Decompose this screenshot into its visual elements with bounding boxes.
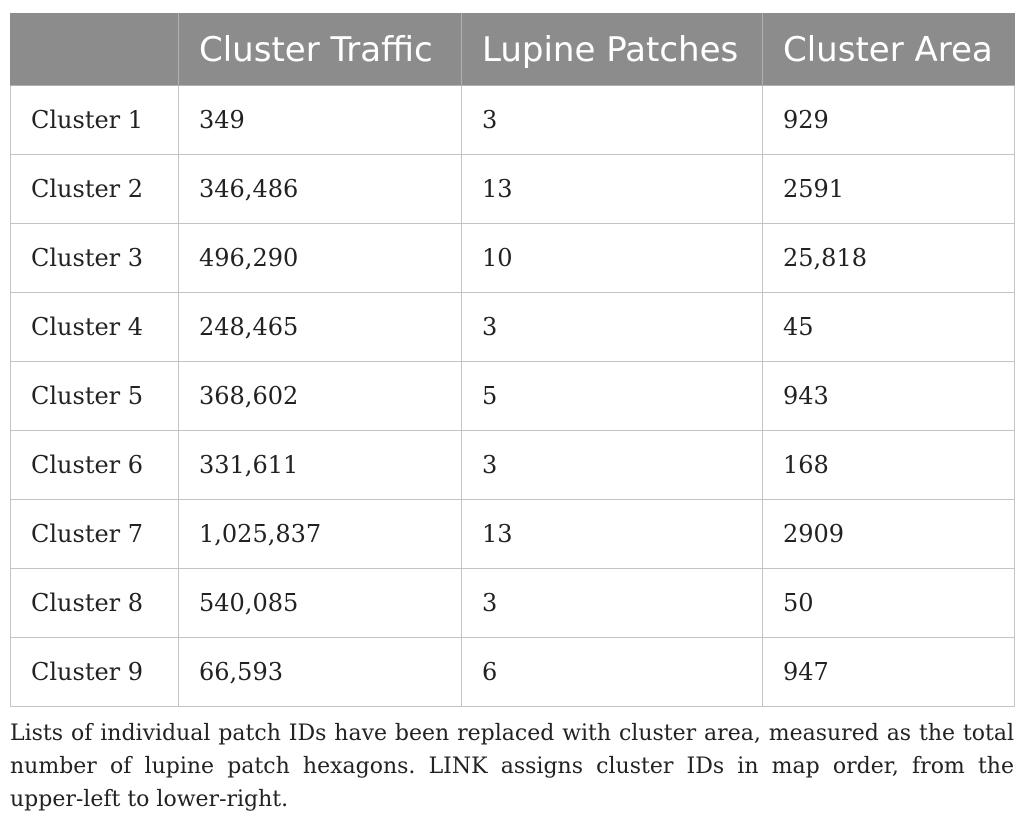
row-label: Cluster 4 <box>11 293 179 362</box>
cluster-area-cell: 45 <box>763 293 1015 362</box>
header-cell-cluster-traffic: Cluster Traffic <box>179 14 462 86</box>
cluster-traffic-cell: 540,085 <box>179 569 462 638</box>
table-body <box>11 86 1015 707</box>
cluster-traffic-cell: 331,611 <box>179 431 462 500</box>
table-header <box>11 14 1015 86</box>
table-row <box>11 86 1015 155</box>
table-row <box>11 362 1015 431</box>
lupine-patches-cell: 10 <box>462 224 763 293</box>
lupine-patches-cell: 13 <box>462 500 763 569</box>
lupine-patches-cell: 5 <box>462 362 763 431</box>
row-label: Cluster 3 <box>11 224 179 293</box>
cluster-area-cell: 2591 <box>763 155 1015 224</box>
cluster-area-cell: 943 <box>763 362 1015 431</box>
table-row <box>11 569 1015 638</box>
cluster-traffic-cell: 346,486 <box>179 155 462 224</box>
cluster-traffic-cell: 496,290 <box>179 224 462 293</box>
cluster-traffic-cell: 1,025,837 <box>179 500 462 569</box>
table-footnote: Lists of individual patch IDs have been replaced with cluster area, measured as the total number of lupine patch hexagons. LINK assigns cluster IDs in map order, from the upper-left to lower-right. <box>10 721 1014 812</box>
cluster-traffic-cell: 248,465 <box>179 293 462 362</box>
row-label: Cluster 8 <box>11 569 179 638</box>
lupine-patches-cell: 3 <box>462 431 763 500</box>
table-row <box>11 500 1015 569</box>
row-label: Cluster 6 <box>11 431 179 500</box>
cluster-area-cell: 168 <box>763 431 1015 500</box>
cluster-area-cell: 947 <box>763 638 1015 707</box>
cluster-area-cell: 50 <box>763 569 1015 638</box>
lupine-patches-cell: 13 <box>462 155 763 224</box>
table-row <box>11 155 1015 224</box>
row-label: Cluster 9 <box>11 638 179 707</box>
lupine-patches-cell: 6 <box>462 638 763 707</box>
cluster-area-cell: 25,818 <box>763 224 1015 293</box>
cluster-traffic-cell: 349 <box>179 86 462 155</box>
table-row <box>11 638 1015 707</box>
header-cell-lupine-patches: Lupine Patches <box>462 14 763 86</box>
lupine-patches-cell: 3 <box>462 569 763 638</box>
cluster-traffic-cell: 66,593 <box>179 638 462 707</box>
row-label: Cluster 5 <box>11 362 179 431</box>
row-label: Cluster 7 <box>11 500 179 569</box>
header-cell-blank <box>11 14 179 86</box>
table-row <box>11 293 1015 362</box>
cluster-area-cell: 2909 <box>763 500 1015 569</box>
cluster-table <box>10 13 1015 707</box>
table-row <box>11 224 1015 293</box>
header-row <box>11 14 1015 86</box>
table-row <box>11 431 1015 500</box>
header-cell-cluster-area: Cluster Area <box>763 14 1015 86</box>
row-label: Cluster 1 <box>11 86 179 155</box>
row-label: Cluster 2 <box>11 155 179 224</box>
cluster-area-cell: 929 <box>763 86 1015 155</box>
lupine-patches-cell: 3 <box>462 86 763 155</box>
data-table-container <box>10 13 1014 707</box>
lupine-patches-cell: 3 <box>462 293 763 362</box>
cluster-traffic-cell: 368,602 <box>179 362 462 431</box>
